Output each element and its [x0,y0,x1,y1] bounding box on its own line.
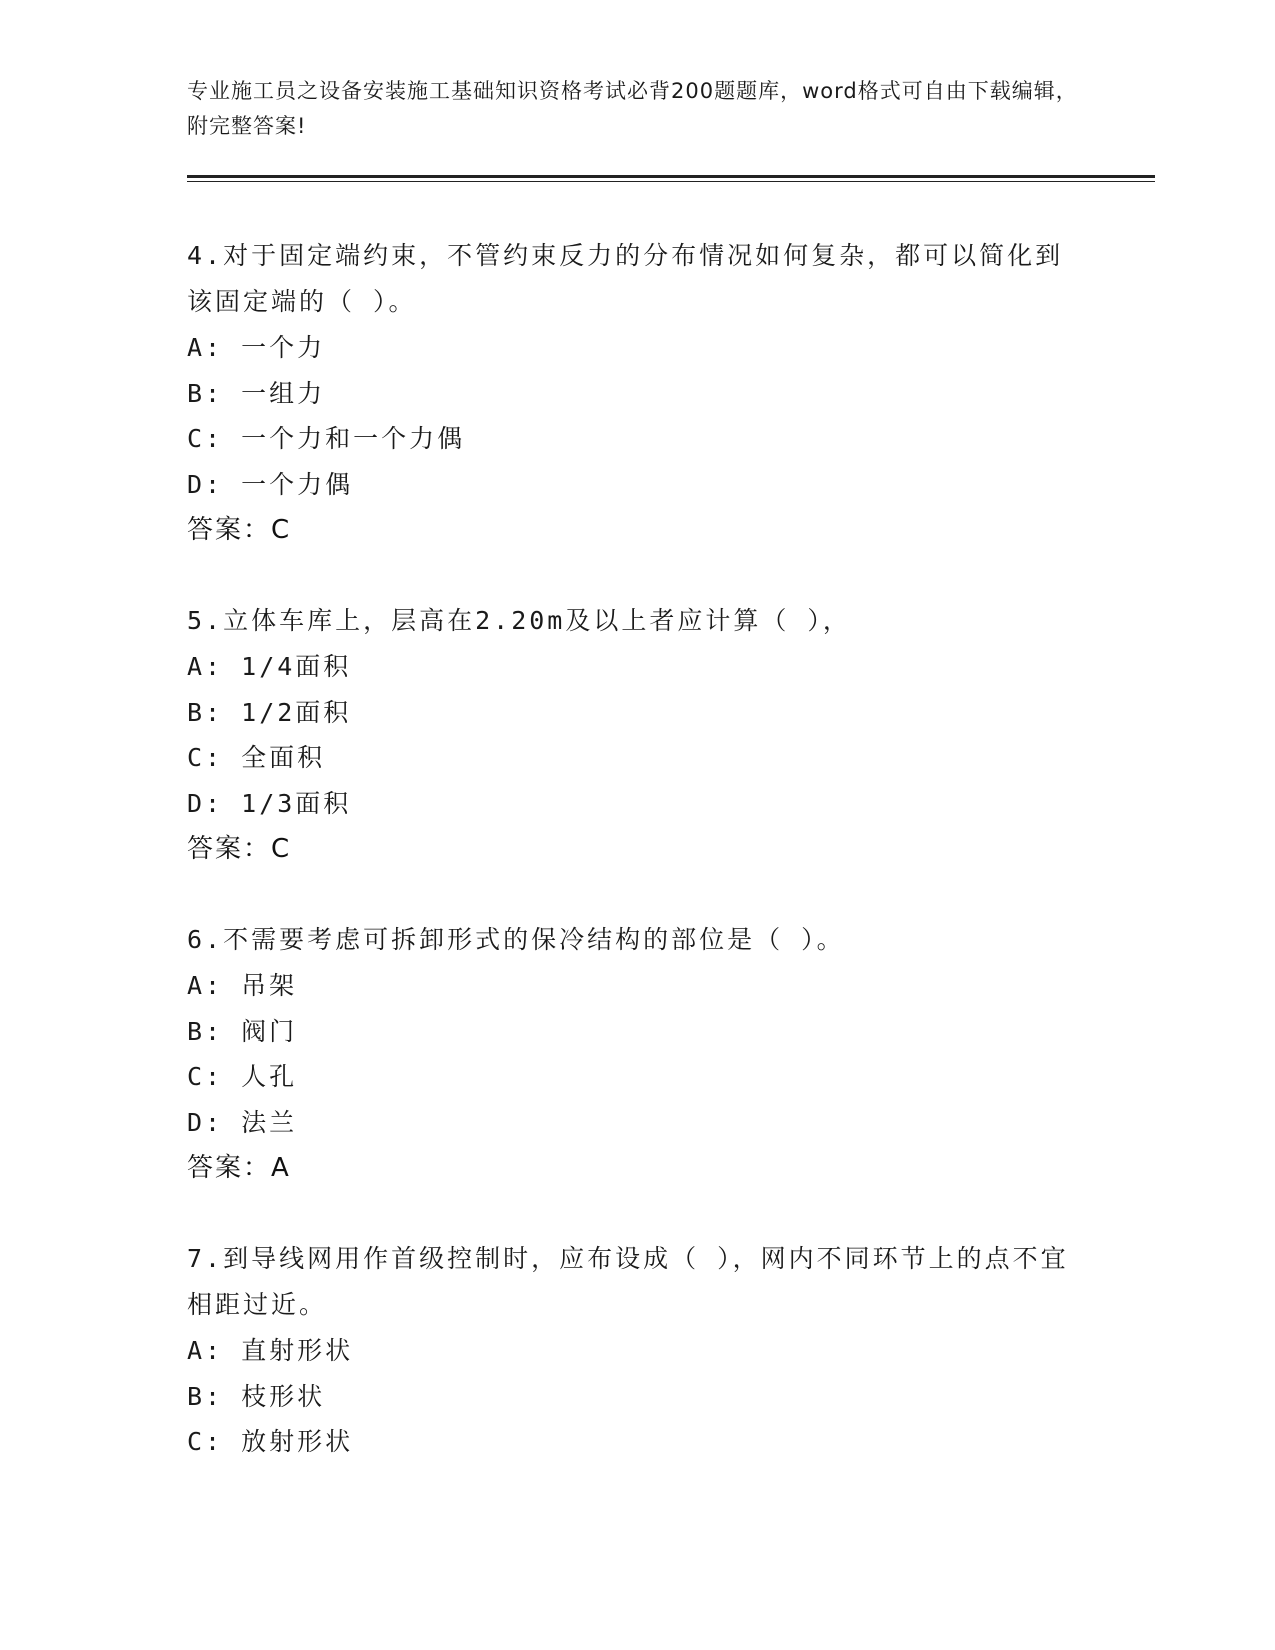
option-d: D: 1/3面积 [187,788,352,818]
option-a: A: 直射形状 [187,1336,354,1365]
question-text: 7.到导线网用作首级控制时，应布设成（ ），网内不同环节上的点不宜相距过近。 [187,1244,1069,1319]
question-text: 6.不需要考虑可拆卸形式的保冷结构的部位是（ ）。 [187,925,845,954]
answer-line: 答案：A [187,1153,291,1183]
option-c: C: 放射形状 [187,1427,354,1456]
header-divider-thick [187,175,1155,178]
option-c: C: 人孔 [187,1062,298,1091]
header-divider-thin [187,181,1155,182]
option-d: D: 一个力偶 [187,469,354,499]
question-item [187,598,1087,872]
question-text: 4.对于固定端约束，不管约束反力的分布情况如何复杂，都可以简化到该固定端的（ ）。 [187,241,1064,316]
option-b: B: 1/2面积 [187,697,352,727]
question-item [187,233,1087,553]
option-b: B: 一组力 [187,378,326,408]
option-a: A: 一个力 [187,333,326,362]
option-b: B: 阀门 [187,1016,298,1046]
question-text: 5.立体车库上，层高在2.20m及以上者应计算（ ）， [187,606,851,635]
option-a: A: 吊架 [187,971,298,1000]
question-item [187,1236,1087,1465]
answer-line: 答案：C [187,834,292,864]
question-item [187,917,1087,1191]
option-c: C: 全面积 [187,743,326,772]
option-b: B: 枝形状 [187,1381,326,1411]
answer-line: 答案：C [187,515,292,545]
document-title: 专业施工员之设备安装施工基础知识资格考试必背200题题库，word格式可自由下载编辑，附完整答案! [187,79,1078,138]
question-list [187,233,1087,1510]
option-a: A: 1/4面积 [187,652,352,681]
option-d: D: 法兰 [187,1107,298,1137]
option-c: C: 一个力和一个力偶 [187,424,466,453]
